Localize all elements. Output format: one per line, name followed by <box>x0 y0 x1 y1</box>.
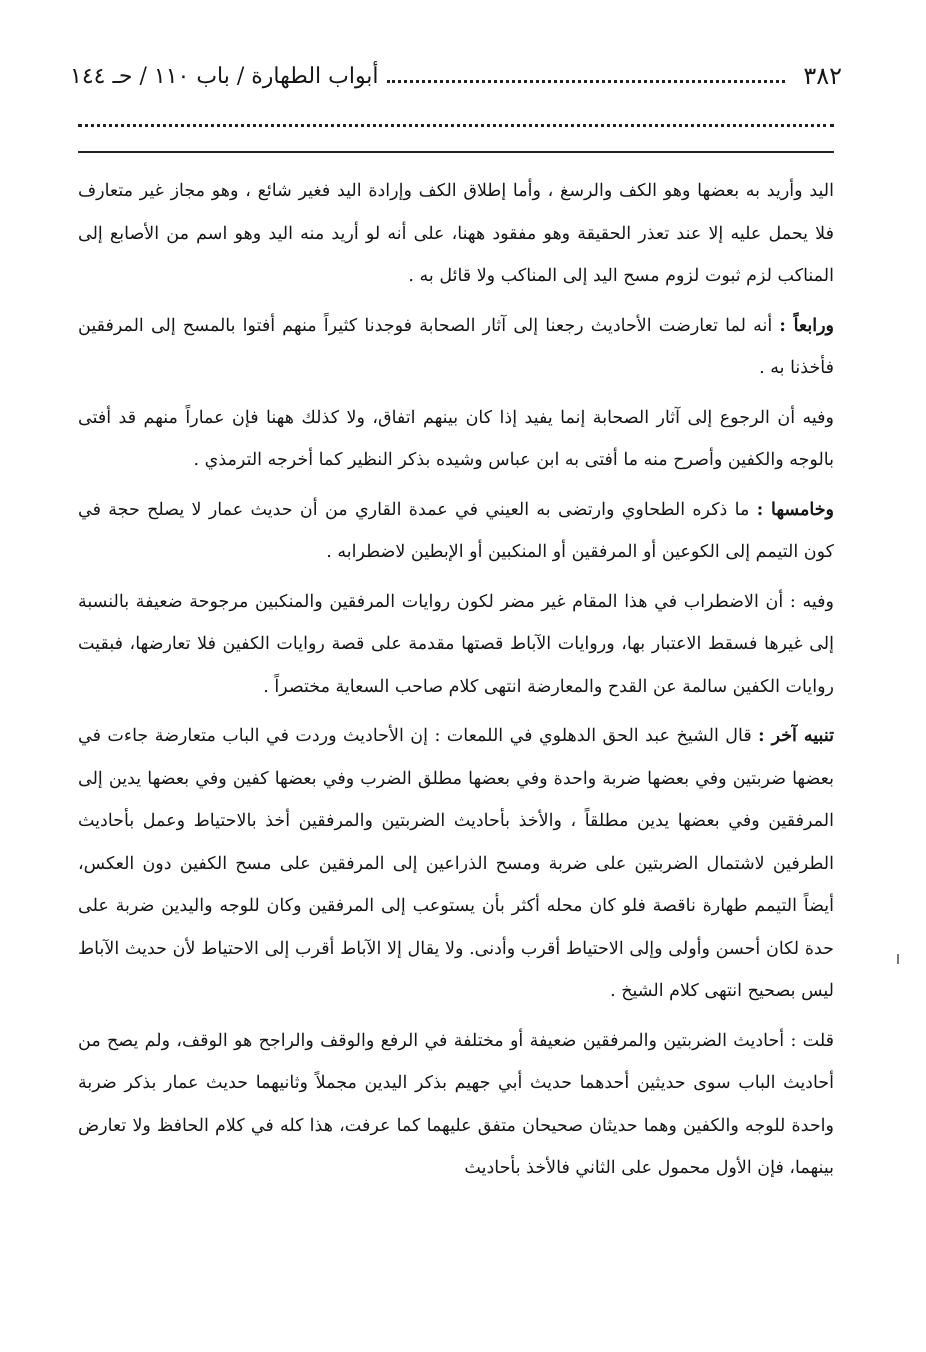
paragraph-label: تنبيه آخر : <box>758 726 834 746</box>
paragraph <box>78 170 834 298</box>
paragraph <box>78 305 834 390</box>
paragraph-text: قال الشيخ عبد الحق الدهلوي في اللمعات : إن الأحاديث وردت في الباب متعارضة جاءت في بعضها ضربتين وفي بعضها ضربة واحدة وفي بعضها مطلق الضرب وفي بعضها كفين وفي بعضها يدين إلى المرفقين وفي بعضها يدين مطلقاً ، والأخذ بأحاديث الضربتين والمرفقين أخذ بالاحتياط وعمل بأحاديث الطرفين لاشتمال الضربتين على ضربة ومسح الذراعين إلى المرفقين على مسح الكفين دون العكس، أيضاً التيمم طهارة ناقصة فلو كان محله أكثر بأن يستوعب إلى المرفقين وكان للوجه واليدين ضربة على حدة لكان أحسن وأولى وإلى الاحتياط أقرب وأدنى. ولا يقال إلا الآباط أقرب إلى الاحتياط لأن حديث الآباط ليس بصحيح انتهى كلام الشيخ . <box>78 726 834 1001</box>
running-header <box>70 56 842 96</box>
scan-speck <box>897 954 899 964</box>
paragraph-text: ما ذكره الطحاوي وارتضى به العيني في عمدة القاري من أن حديث عمار لا يصلح حجة في كون التيمم إلى الكوعين أو المرفقين أو المنكبين أو الإبطين لاضطرابه . <box>78 499 834 562</box>
body-text <box>78 170 834 1330</box>
paragraph <box>78 489 834 574</box>
solid-separator <box>78 151 834 153</box>
running-title: أبواب الطهارة / باب ١١٠ / حـ ١٤٤ <box>70 63 379 89</box>
paragraph-label: ورابعاً : <box>779 315 834 336</box>
page-number: ٣٨٢ <box>803 62 842 90</box>
paragraph-text: وفيه : أن الاضطراب في هذا المقام غير مضر لكون روايات المرفقين والمنكبين مرجوحة ضعيفة بالنسبة إلى غيرها فسقط الاعتبار بها، وروايات الآباط قصتها مقدمة على قصة روايات الكفين فلا تعارضها، فبقيت روايات الكفين سالمة عن القدح والمعارضة انتهى كلام صاحب السعاية مختصراً . <box>78 591 834 697</box>
paragraph <box>78 397 834 482</box>
paragraph-label: وخامسها : <box>756 499 834 520</box>
paragraph <box>78 581 834 709</box>
paragraph-text: اليد وأريد به بعضها وهو الكف والرسغ ، وأما إطلاق الكف وإرادة اليد فغير شائع ، وهو مجاز غير متعارف فلا يحمل عليه إلا عند تعذر الحقيقة وهو مفقود ههنا، على أنه لو أريد منه اليد وهو اسم من الأصابع إلى المناكب لزم ثبوت لزوم مسح اليد إلى المناكب ولا قائل به . <box>78 181 834 286</box>
paragraph-text: قلت : أحاديث الضربتين والمرفقين ضعيفة أو مختلفة في الرفع والوقف والراجح هو الوقف، ولم يصح من أحاديث الباب سوى حديثين أحدهما حديث أبي جهيم بذكر اليدين مجملاً وثانيهما حديث عمار بذكر ضربة واحدة للوجه والكفين وهما حديثان صحيحان متفق عليهما كما عرفت، هذا كله في كلام الحافظ ولا تعارض بينهما، فإن الأول محمول على الثاني فالأخذ بأحاديث <box>78 1030 834 1178</box>
paragraph-text: وفيه أن الرجوع إلى آثار الصحابة إنما يفيد إذا كان بينهم اتفاق، ولا كذلك ههنا فإن عماراً منهم قد أفتى بالوجه والكفين وأصرح منه ما أفتى به ابن عباس وشيده بذكر النظير كما أخرجه الترمذي . <box>78 407 834 470</box>
paragraph <box>78 1020 834 1190</box>
dotted-separator <box>78 124 834 127</box>
paragraph <box>78 715 834 1013</box>
header-dot-leader <box>387 66 786 83</box>
paragraph-text: أنه لما تعارضت الأحاديث رجعنا إلى آثار الصحابة فوجدنا كثيراً منهم أفتوا بالمسح إلى المرفقين فأخذنا به . <box>78 315 834 378</box>
